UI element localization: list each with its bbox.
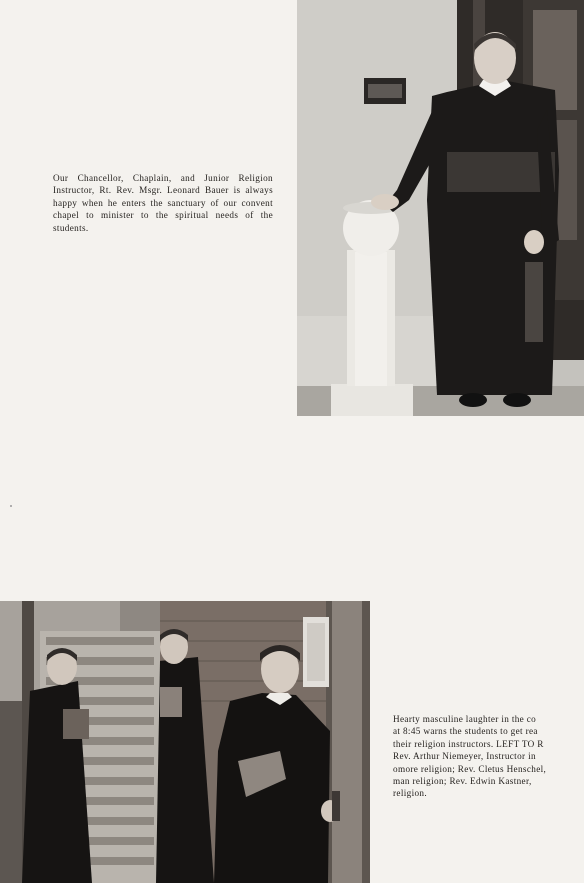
caption-line: their religion instructors. LEFT TO R — [393, 738, 544, 749]
caption-religion-instructors — [393, 713, 584, 800]
caption-monsignor: Our Chancellor, Chaplain, and Junior Religion Instructor, Rt. Rev. Msgr. Leonard Bauer is always happy when he enters the sanctuary of our convent chapel to minister to the spiritual needs of the students. — [53, 173, 273, 233]
photo-monsignor — [297, 0, 584, 416]
caption-line: religion. — [393, 788, 428, 799]
caption-line: at 8:45 warns the students to get rea — [393, 726, 538, 737]
page-speck — [10, 505, 12, 507]
photo-priests-on-stairs — [0, 601, 370, 883]
caption-line: man religion; Rev. Edwin Kastner, — [393, 776, 532, 787]
caption-line: Rev. Arthur Niemeyer, Instructor in — [393, 751, 536, 762]
caption-line: omore religion; Rev. Cletus Henschel, — [393, 763, 547, 774]
caption-line: Hearty masculine laughter in the co — [393, 714, 537, 724]
